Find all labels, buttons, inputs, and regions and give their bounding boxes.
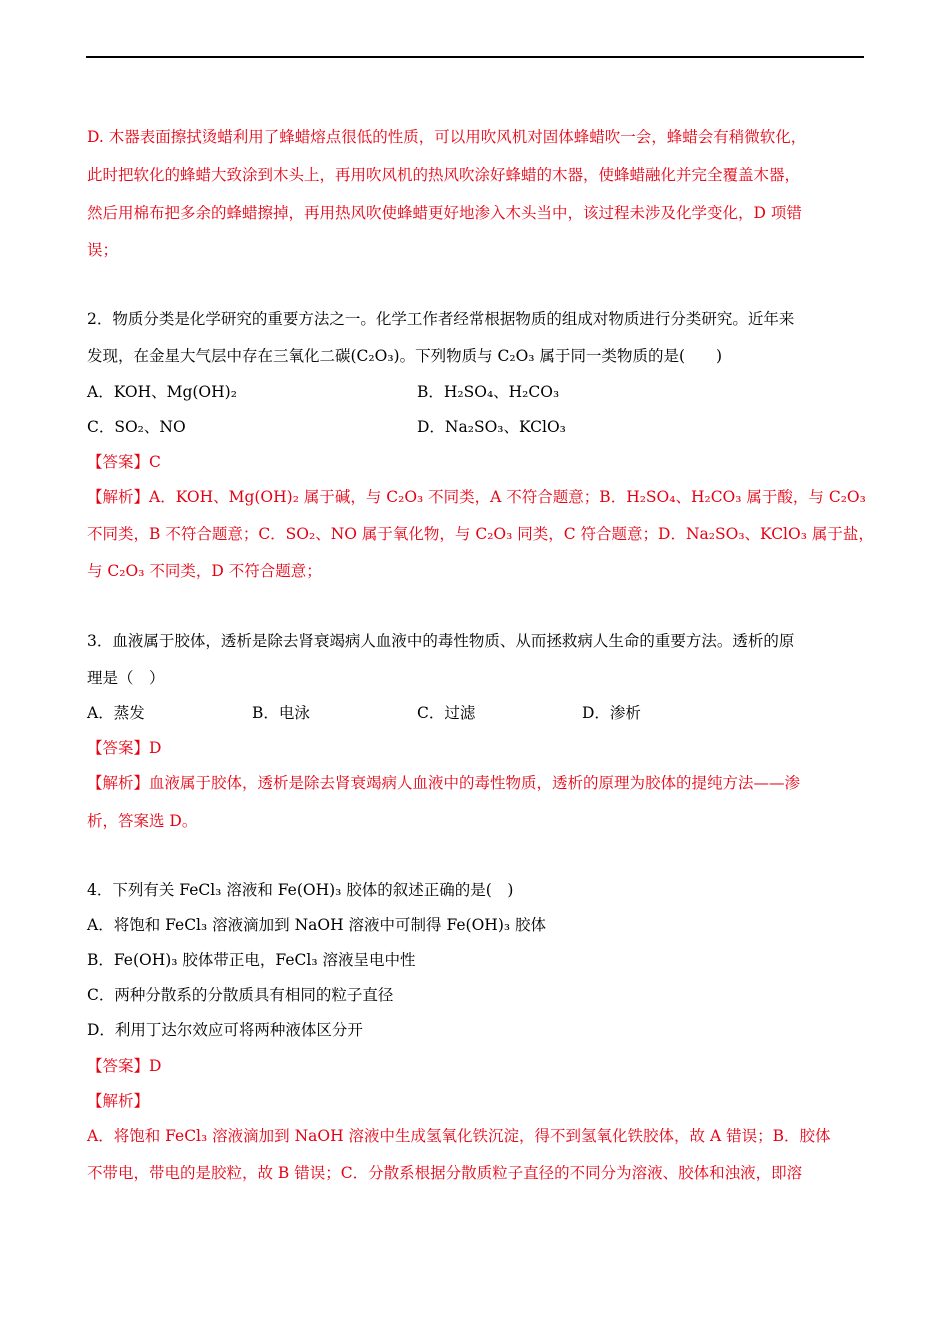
q3-stem-line-2: 理是（ ） xyxy=(87,669,165,687)
q3-answer: 【答案】D xyxy=(87,739,162,757)
q4-option-c: C．两种分散系的分散质具有相同的粒子直径 xyxy=(87,986,394,1004)
q4-option-d: D．利用丁达尔效应可将两种液体区分开 xyxy=(87,1021,363,1039)
q2-answer: 【答案】C xyxy=(87,453,161,471)
q3-option-a: A．蒸发 xyxy=(87,704,145,722)
q2-option-d: D．Na₂SO₃、KClO₃ xyxy=(417,418,566,436)
q4-explain-title: 【解析】 xyxy=(87,1092,150,1110)
q2-option-b: B．H₂SO₄、H₂CO₃ xyxy=(417,383,560,401)
q3-explain-line-2: 析，答案选 D。 xyxy=(87,812,198,830)
q2-explain-line-3: 与 C₂O₃ 不同类，D 不符合题意； xyxy=(87,562,322,580)
q2-option-a: A．KOH、Mg(OH)₂ xyxy=(87,383,237,401)
q4-explain-line-1: A．将饱和 FeCl₃ 溶液滴加到 NaOH 溶液中生成氢氧化铁沉淀，得不到氢氧化铁胶体，故 A 错误；B．胶体 xyxy=(87,1127,831,1145)
q1-explain-line-3: 然后用棉布把多余的蜂蜡擦掉，再用热风吹使蜂蜡更好地渗入木头当中，该过程未涉及化学变化，D 项错 xyxy=(87,204,802,222)
q1-explain-line-1: D. 木器表面擦拭烫蜡利用了蜂蜡熔点很低的性质，可以用吹风机对固体蜂蜡吹一会，蜂蜡会有稍微软化， xyxy=(87,128,807,146)
q4-option-b: B．Fe(OH)₃ 胶体带正电，FeCl₃ 溶液呈电中性 xyxy=(87,951,416,969)
q3-explain-line-1: 【解析】血液属于胶体，透析是除去肾衰竭病人血液中的毒性物质，透析的原理为胶体的提纯方法——渗 xyxy=(87,774,801,792)
q3-stem-line-1: 3．血液属于胶体，透析是除去肾衰竭病人血液中的毒性物质、从而拯救病人生命的重要方法。透析的原 xyxy=(87,632,795,650)
q2-explain-line-2: 不同类，B 不符合题意；C．SO₂、NO 属于氧化物，与 C₂O₃ 同类，C 符合题意；D．Na₂SO₃、KClO₃ 属于盐， xyxy=(87,525,874,543)
q1-explain-line-4: 误； xyxy=(87,241,119,259)
q1-explain-line-2: 此时把软化的蜂蜡大致涂到木头上，再用吹风机的热风吹涂好蜂蜡的木器，使蜂蜡融化并完全覆盖木器， xyxy=(87,166,801,184)
q2-explain-line-1: 【解析】A．KOH、Mg(OH)₂ 属于碱，与 C₂O₃ 不同类，A 不符合题意；B．H₂SO₄、H₂CO₃ 属于酸，与 C₂O₃ xyxy=(87,488,866,506)
q2-stem-line-1: 2．物质分类是化学研究的重要方法之一。化学工作者经常根据物质的组成对物质进行分类研究。近年来 xyxy=(87,310,795,328)
q3-option-d: D．渗析 xyxy=(582,704,641,722)
q2-stem-line-2: 发现，在金星大气层中存在三氧化二碳(C₂O₃)。下列物质与 C₂O₃ 属于同一类物质的是( ) xyxy=(87,347,723,365)
q3-option-b: B．电泳 xyxy=(252,704,310,722)
header-rule xyxy=(86,56,864,58)
q4-stem: 4．下列有关 FeCl₃ 溶液和 Fe(OH)₃ 胶体的叙述正确的是( ) xyxy=(87,881,514,899)
q4-option-a: A．将饱和 FeCl₃ 溶液滴加到 NaOH 溶液中可制得 Fe(OH)₃ 胶体 xyxy=(87,916,547,934)
q2-option-c: C．SO₂、NO xyxy=(87,418,186,436)
q4-explain-line-2: 不带电，带电的是胶粒，故 B 错误；C．分散系根据分散质粒子直径的不同分为溶液、胶体和浊液，即溶 xyxy=(87,1164,803,1182)
q4-answer: 【答案】D xyxy=(87,1057,162,1075)
q3-option-c: C．过滤 xyxy=(417,704,476,722)
